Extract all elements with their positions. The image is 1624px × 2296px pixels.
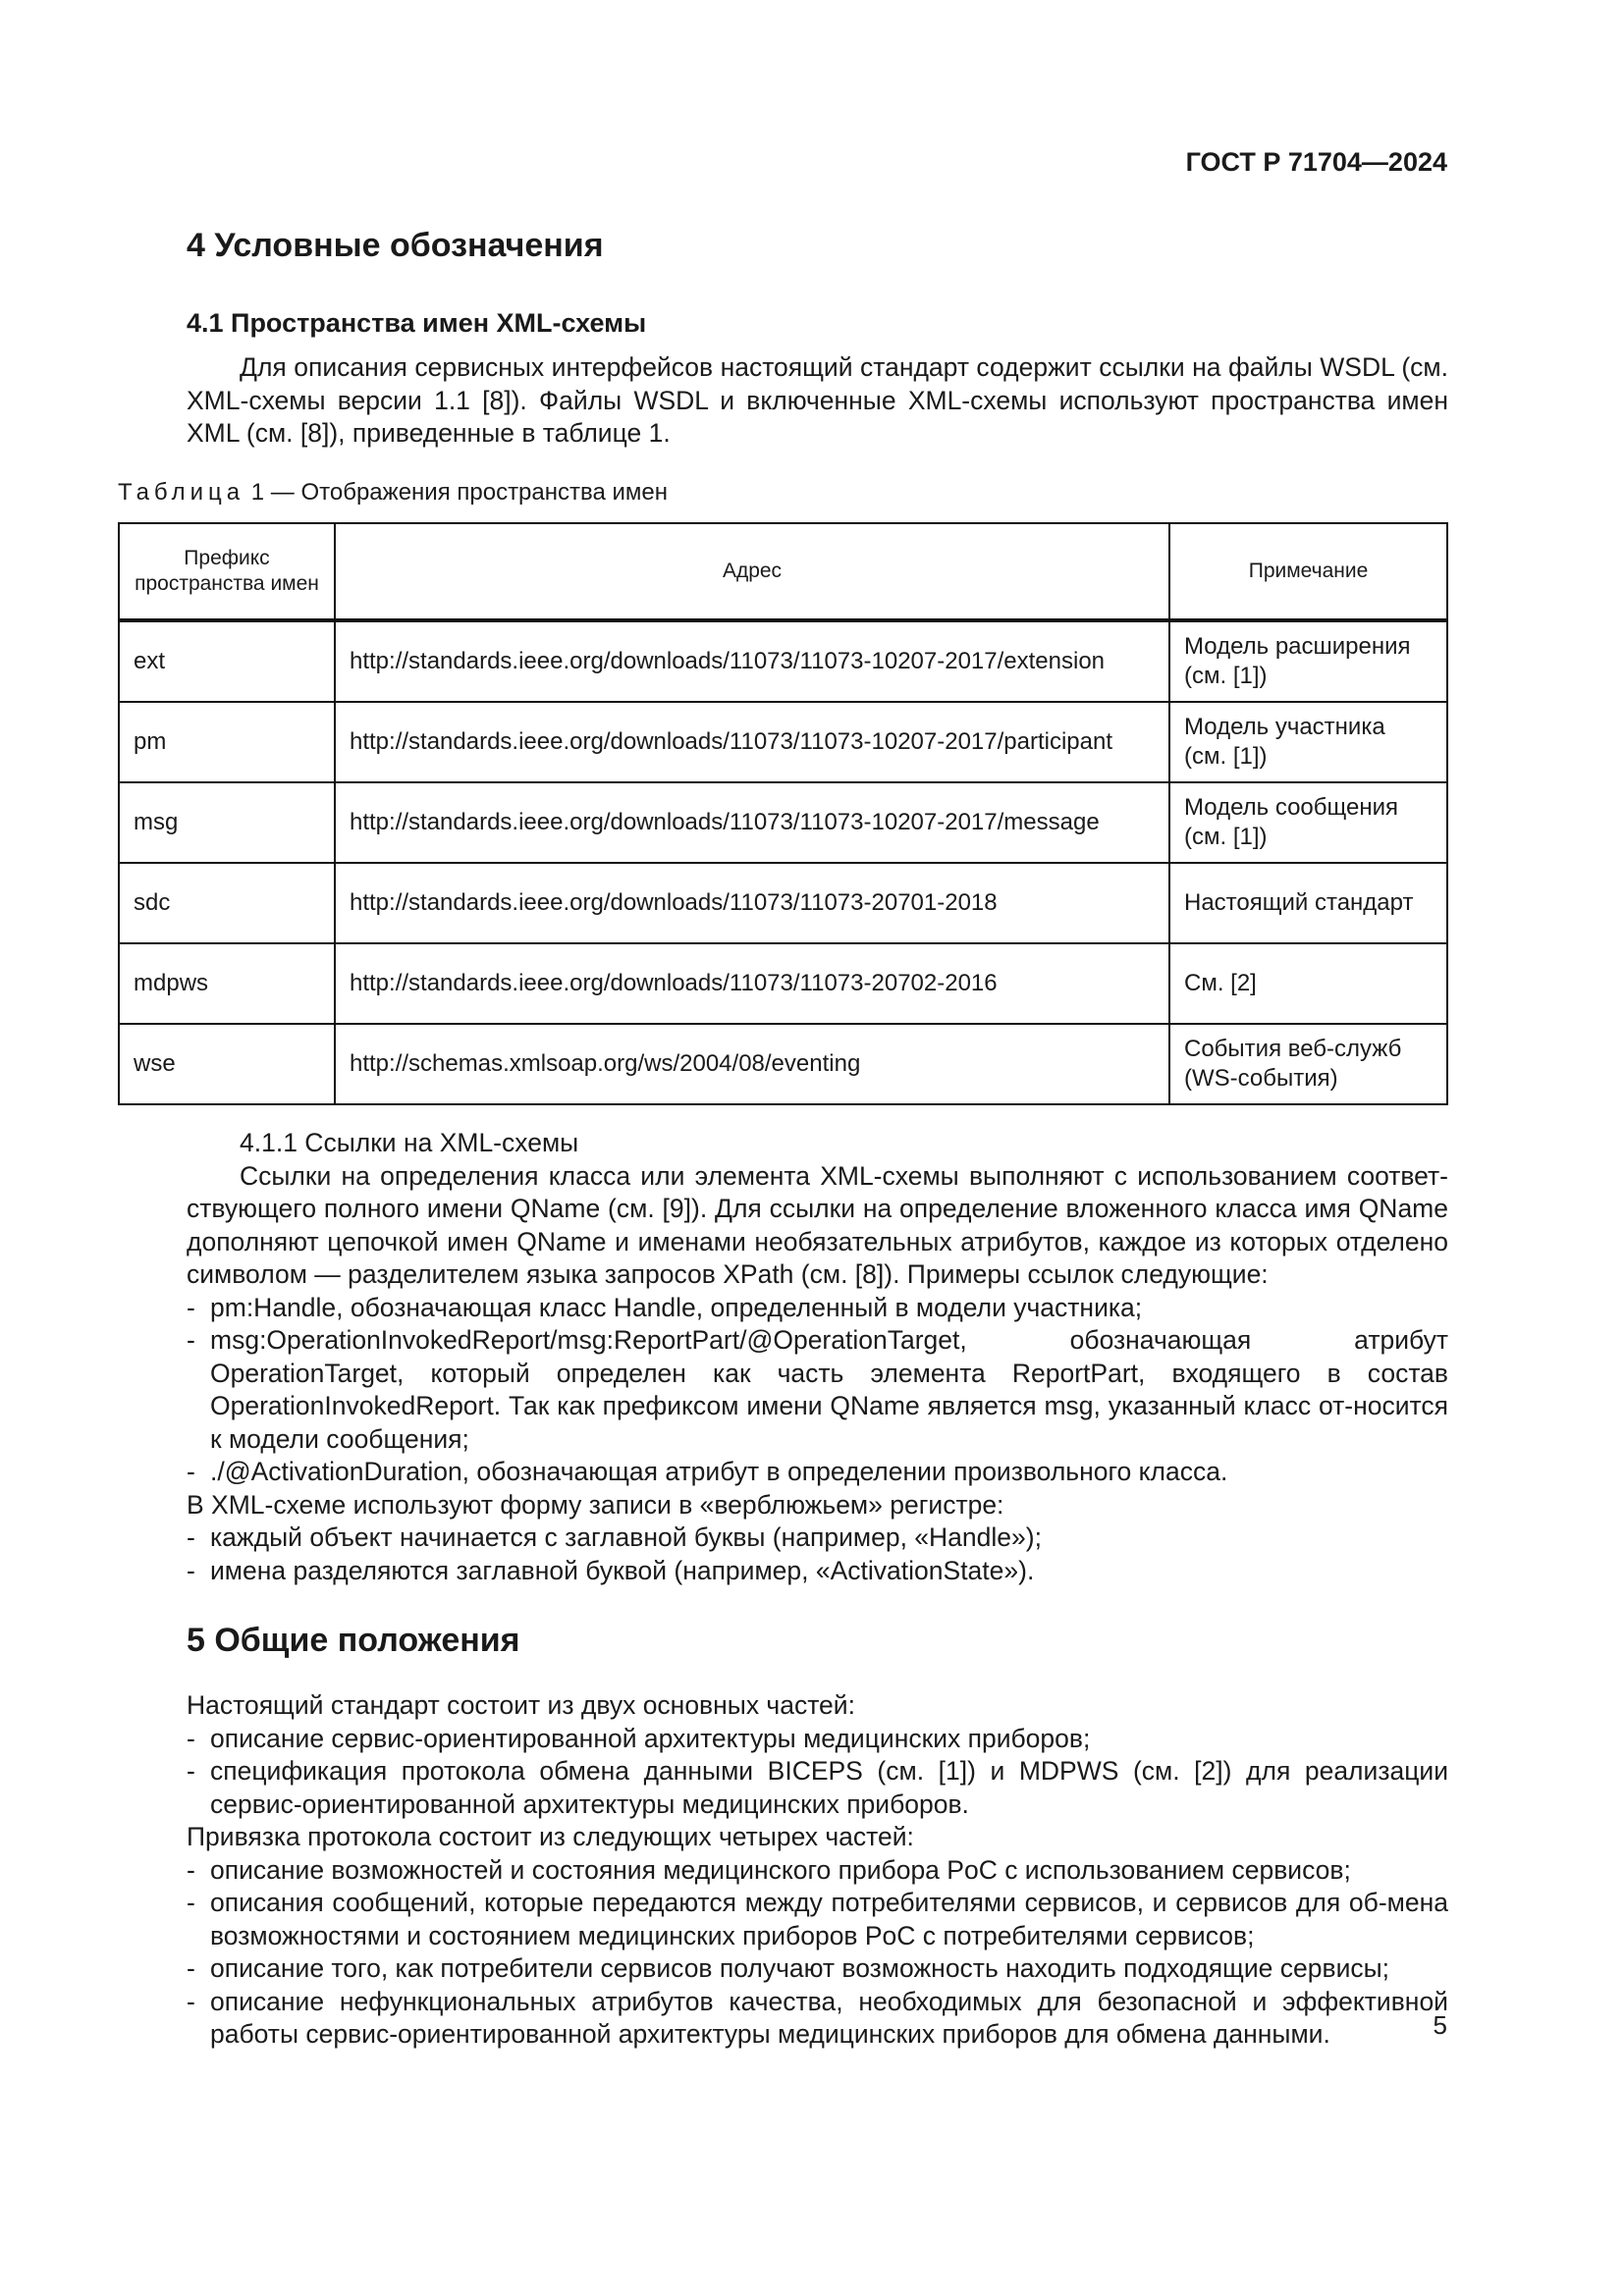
note-cell: Модель участника (см. [1]): [1169, 702, 1447, 782]
camel-case-list: [187, 1522, 1448, 1587]
section-4-1-1-paragraph: Ссылки на определения класса или элемента XML-схемы выполняют с использованием соответ-ствующего полного имени QName (см. [9]). Для ссылки на определение вложенного класса имя QName дополняют цепочкой имен QName и именами необязательных атрибутов, каждое из которых отделено символом — разделителем языка запросов XPath (см. [8]). Примеры ссылок следующие:: [187, 1160, 1448, 1289]
address-cell: http://standards.ieee.org/downloads/11073/11073-10207-2017/message: [335, 782, 1169, 863]
table-row: [119, 620, 1447, 702]
section-5-intro: Настоящий стандарт состоит из двух основных частей:: [187, 1690, 855, 1720]
namespace-table: [118, 522, 1448, 1105]
list-item: - описание того, как потребители сервисов получают возможность находить подходящие сервисы;: [187, 1952, 1448, 1986]
camel-case-intro: В XML-схеме используют форму записи в «верблюжьем» регистре:: [187, 1489, 1004, 1520]
page-number: 5: [1433, 2010, 1447, 2040]
list-item: - pm:Handle, обозначающая класс Handle, определенный в модели участника;: [187, 1292, 1448, 1325]
list-item: - описание нефункциональных атрибутов качества, необходимых для безопасной и эффективной работы сервис-ориентированной архитектуры медицинских приборов для обмена данными.: [187, 1986, 1448, 2052]
table-row: [119, 702, 1447, 782]
header-note: Примечание: [1169, 523, 1447, 620]
prefix-cell: sdc: [119, 863, 335, 943]
note-cell: События веб-служб (WS-события): [1169, 1024, 1447, 1104]
standard-code: ГОСТ Р 71704—2024: [1185, 147, 1447, 177]
table-caption-word: Таблица: [118, 478, 245, 506]
section-4-1-1-title: 4.1.1 Ссылки на XML-схемы: [240, 1128, 579, 1157]
header-address: Адрес: [335, 523, 1169, 620]
list-item: - описание возможностей и состояния медицинского прибора PoC с использованием сервисов;: [187, 1854, 1448, 1888]
list-item: - каждый объект начинается с заглавной буквы (например, «Handle»);: [187, 1522, 1448, 1555]
list-item: - ./@ActivationDuration, обозначающая атрибут в определении произвольного класса.: [187, 1456, 1448, 1489]
examples-list: [187, 1292, 1448, 1489]
section-4-1-paragraph: Для описания сервисных интерфейсов настоящий стандарт содержит ссылки на файлы WSDL (см. XML-схемы версии 1.1 [8]). Файлы WSDL и включенные XML-схемы используют пространства имен XML (см. [8]), приведенные в таблице 1.: [187, 352, 1448, 448]
header-prefix: Префикс пространства имен: [119, 523, 335, 620]
note-cell: Настоящий стандарт: [1169, 863, 1447, 943]
list-item: - имена разделяются заглавной буквой (например, «ActivationState»).: [187, 1555, 1448, 1588]
section-4-1-1: [187, 1127, 1448, 1587]
list-item: - описание сервис-ориентированной архитектуры медицинских приборов;: [187, 1723, 1448, 1756]
page-content: [118, 226, 1448, 2052]
section-4-1-title: 4.1 Пространства имен XML-схемы: [187, 308, 647, 338]
section-4-title: 4 Условные обозначения: [187, 227, 604, 264]
note-cell: Модель расширения (см. [1]): [1169, 620, 1447, 702]
table-row: [119, 1024, 1447, 1104]
address-cell: http://schemas.xmlsoap.org/ws/2004/08/eventing: [335, 1024, 1169, 1104]
table-row: [119, 943, 1447, 1024]
prefix-cell: pm: [119, 702, 335, 782]
table-header-row: [119, 523, 1447, 620]
address-cell: http://standards.ieee.org/downloads/11073/11073-20701-2018: [335, 863, 1169, 943]
list-item: - msg:OperationInvokedReport/msg:ReportPart/@OperationTarget, обозначающая атрибут OperationTarget, который определен как часть элемента ReportPart, входящего в состав OperationInvokedReport. Так как префиксом имени QName является msg, указанный класс от-носится к модели сообщения;: [187, 1324, 1448, 1456]
list-item: - спецификация протокола обмена данными BICEPS (см. [1]) и MDPWS (см. [2]) для реализации сервис-ориентированной архитектуры медицинских приборов.: [187, 1755, 1448, 1821]
prefix-cell: msg: [119, 782, 335, 863]
table-caption: [118, 476, 1448, 509]
binding-intro: Привязка протокола состоит из следующих четырех частей:: [187, 1822, 914, 1851]
address-cell: http://standards.ieee.org/downloads/11073/11073-10207-2017/participant: [335, 702, 1169, 782]
note-cell: См. [2]: [1169, 943, 1447, 1024]
table-caption-text: 1 — Отображения пространства имен: [250, 478, 668, 506]
prefix-cell: wse: [119, 1024, 335, 1104]
table-row: [119, 863, 1447, 943]
list-item: - описания сообщений, которые передаются между потребителями сервисов, и сервисов для об-мена возможностями и состоянием медицинских приборов PoC с потребителями сервисов;: [187, 1887, 1448, 1952]
prefix-cell: ext: [119, 620, 335, 702]
address-cell: http://standards.ieee.org/downloads/11073/11073-20702-2016: [335, 943, 1169, 1024]
prefix-cell: mdpws: [119, 943, 335, 1024]
parts-list: [187, 1723, 1448, 1822]
address-cell: http://standards.ieee.org/downloads/11073/11073-10207-2017/extension: [335, 620, 1169, 702]
note-cell: Модель сообщения (см. [1]): [1169, 782, 1447, 863]
binding-list: [187, 1854, 1448, 2052]
section-5-title: 5 Общие положения: [187, 1622, 520, 1659]
table-row: [119, 782, 1447, 863]
